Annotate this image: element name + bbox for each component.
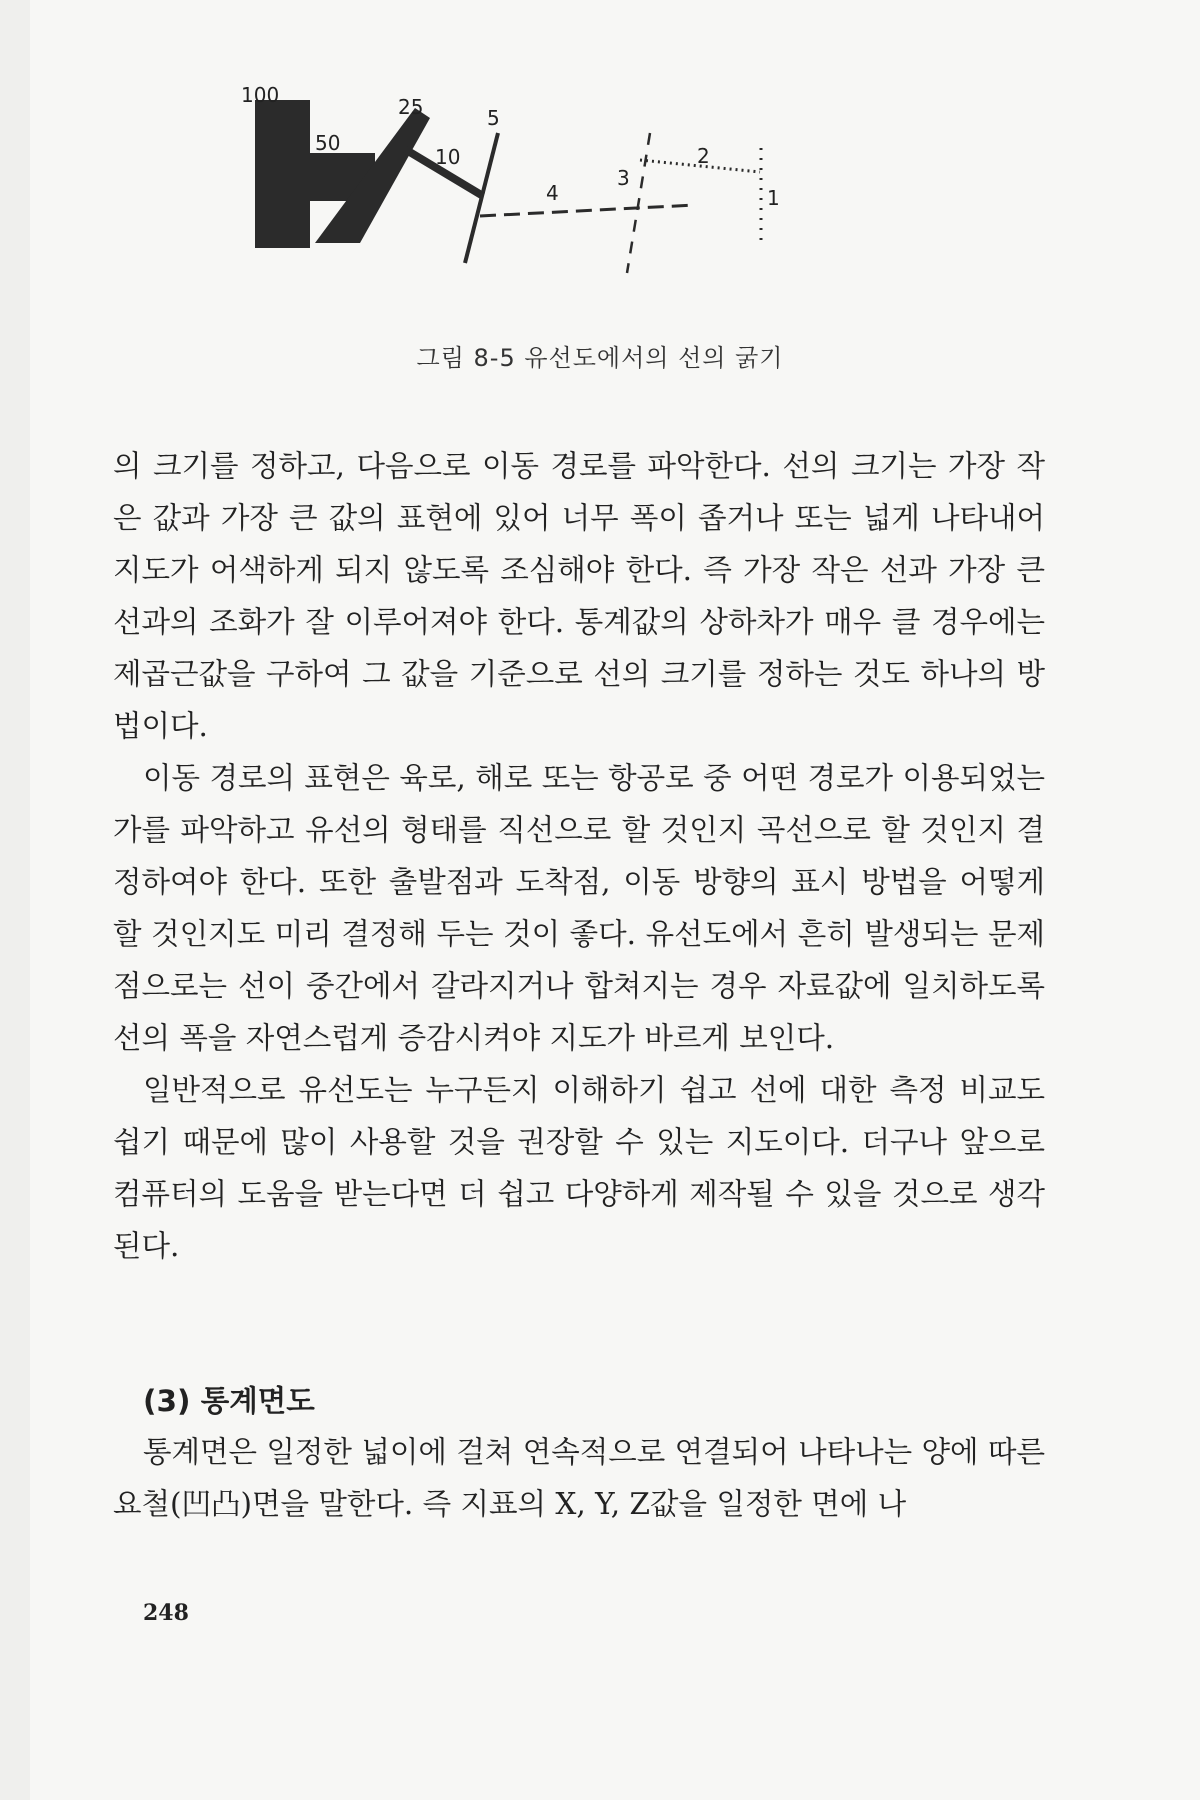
label-25: 25 <box>398 95 424 119</box>
section-heading: (3) 통계면도 <box>143 1384 315 1418</box>
body-text <box>113 440 1045 1272</box>
line-width-3 <box>627 133 650 273</box>
line-width-5 <box>465 133 498 263</box>
figure-caption: 그림 8-5 유선도에서의 선의 굵기 <box>416 344 784 372</box>
label-10: 10 <box>435 145 461 169</box>
paragraph: 의 크기를 정하고, 다음으로 이동 경로를 파악한다. 선의 크기는 가장 작은 값과 가장 큰 값의 표현에 있어 너무 폭이 좁거나 또는 넓게 나타내어 지도가 어색하게 되지 않도록 조심해야 한다. 즉 가장 작은 선과 가장 큰 선과의 조화가 잘 이루어져야 한다. 통계값의 상하차가 매우 클 경우에는 제곱근값을 구하여 그 값을 기준으로 선의 크기를 정하는 것도 하나의 방법이다. <box>113 449 1045 743</box>
paragraph: 일반적으로 유선도는 누구든지 이해하기 쉽고 선에 대한 측정 비교도 쉽기 때문에 많이 사용할 것을 권장할 수 있는 지도이다. 더구나 앞으로 컴퓨터의 도움을 받는다면 더 쉽고 다양하게 제작될 수 있을 것으로 생각된다. <box>113 1073 1045 1263</box>
label-3: 3 <box>617 166 630 190</box>
paragraph: 이동 경로의 표현은 육로, 해로 또는 항공로 중 어떤 경로가 이용되었는가를 파악하고 유선의 형태를 직선으로 할 것인지 곡선으로 할 것인지 결정하여야 한다. 또한 출발점과 도착점, 이동 방향의 표시 방법을 어떻게 할 것인지도 미리 결정해 두는 것이 좋다. 유선도에서 흔히 발생되는 문제점으로는 선이 중간에서 갈라지거나 합쳐지는 경우 자료값에 일치하도록 선의 폭을 자연스럽게 증감시켜야 지도가 바르게 보인다. <box>113 761 1045 1055</box>
line-width-100 <box>255 100 310 248</box>
paragraph: 통계면은 일정한 넓이에 걸쳐 연속적으로 연결되어 나타나는 양에 따른 요철(凹凸)면을 말한다. 즉 지표의 X, Y, Z값을 일정한 면에 나 <box>113 1435 1045 1521</box>
label-1: 1 <box>767 186 780 210</box>
label-100: 100 <box>241 83 280 107</box>
label-5: 5 <box>487 106 500 130</box>
section-body <box>113 1426 1045 1530</box>
label-50: 50 <box>315 131 341 155</box>
label-2: 2 <box>697 144 710 168</box>
label-4: 4 <box>546 181 559 205</box>
flow-line-width-figure <box>241 83 905 303</box>
page-number: 248 <box>143 1600 189 1626</box>
line-width-4 <box>480 205 695 216</box>
